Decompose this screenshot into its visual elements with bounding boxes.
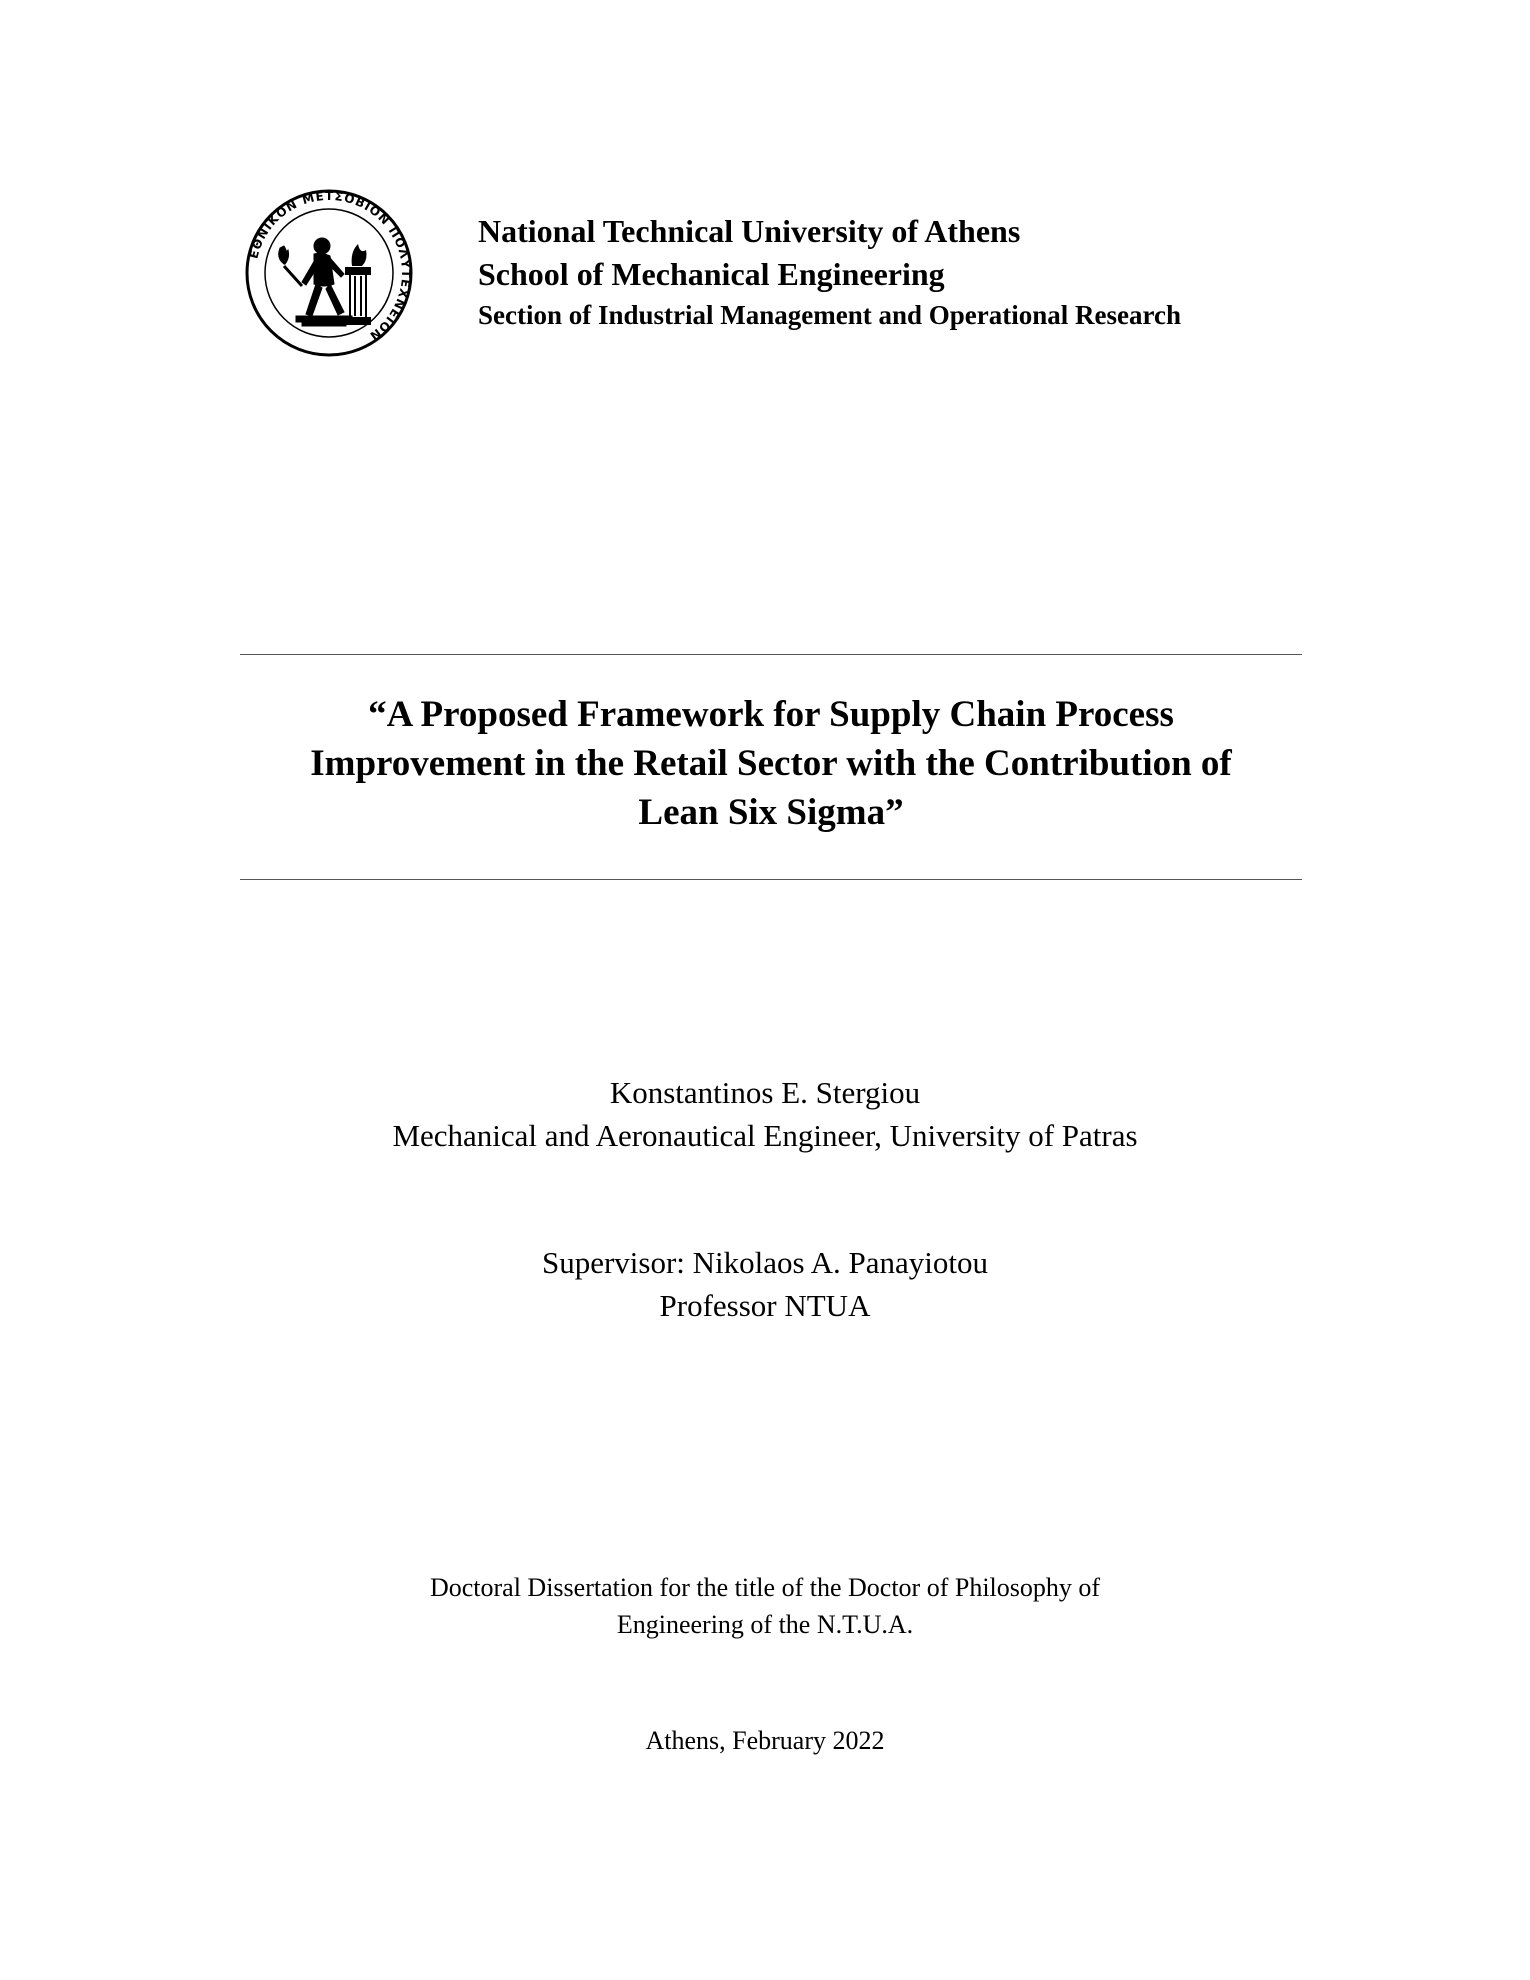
title-top-divider <box>240 654 1302 655</box>
title-line-1: “A Proposed Framework for Supply Chain Process <box>368 694 1174 735</box>
title-bottom-divider <box>240 879 1302 880</box>
degree-line-1: Doctoral Dissertation for the title of the Doctor of Philosophy of <box>429 1573 1101 1602</box>
supervisor-title: Professor NTUA <box>659 1288 871 1323</box>
author-affiliation: Mechanical and Aeronautical Engineer, University of Patras <box>392 1118 1138 1153</box>
svg-text:ΕΘΝΙΚΟΝ ΜΕΤΣΟΒΙΟΝ ΠΟΛΥΤΕΧΝΕΙΟΝ: ΕΘΝΙΚΟΝ ΜΕΤΣΟΒΙΟΝ ΠΟΛΥΤΕΧΝΕΙΟΝ <box>246 188 414 344</box>
dissertation-title <box>240 690 1302 837</box>
university-name: National Technical University of Athens <box>478 213 1021 249</box>
place-and-date <box>0 1722 1530 1759</box>
institution-header <box>478 210 1378 334</box>
supervisor-block <box>0 1241 1530 1327</box>
section-name: Section of Industrial Management and Operational Research <box>478 300 1181 330</box>
author-block <box>0 1071 1530 1157</box>
school-name: School of Mechanical Engineering <box>478 256 945 292</box>
degree-statement <box>0 1569 1530 1643</box>
author-name: Konstantinos E. Stergiou <box>609 1075 921 1110</box>
place-date-text: Athens, February 2022 <box>645 1726 885 1755</box>
supervisor-name: Supervisor: Nikolaos A. Panayiotou <box>541 1245 989 1280</box>
title-line-3: Lean Six Sigma” <box>638 792 904 833</box>
ntua-seal-icon <box>244 188 414 358</box>
degree-line-2: Engineering of the N.T.U.A. <box>616 1610 914 1639</box>
title-line-2: Improvement in the Retail Sector with the Contribution of <box>310 743 1232 784</box>
